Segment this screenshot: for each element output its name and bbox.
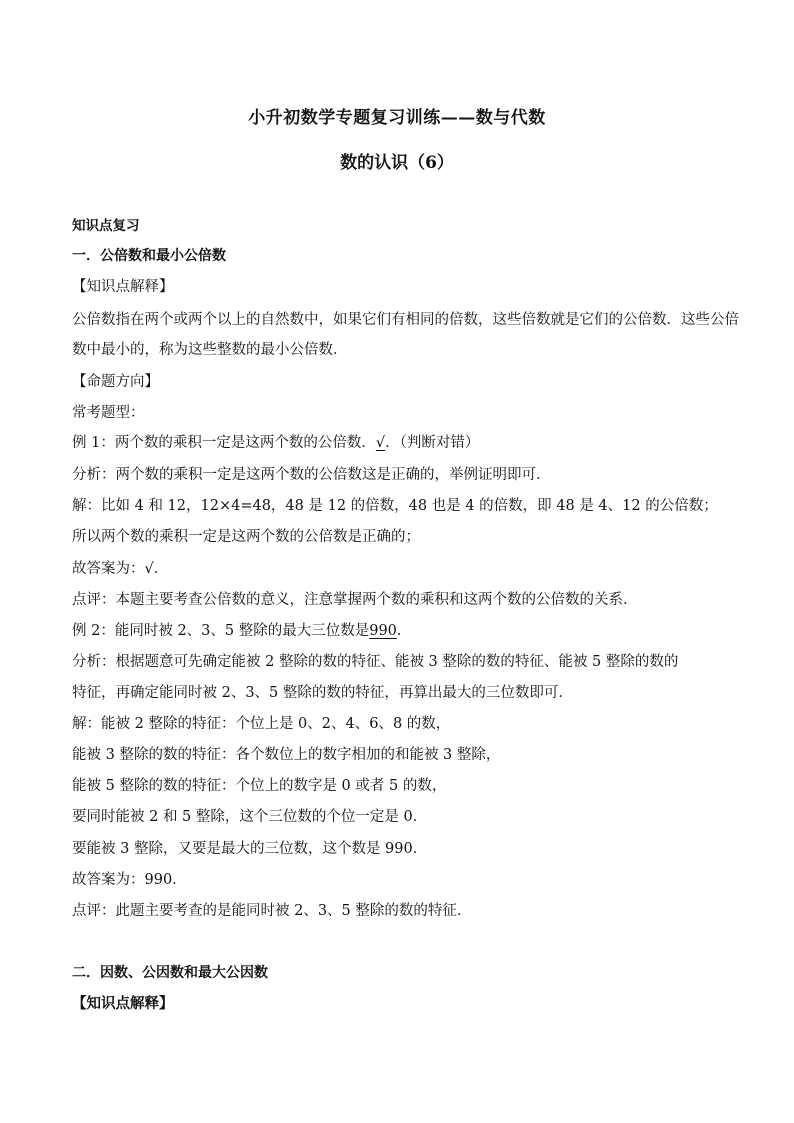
example1-text: 例 1：两个数的乘积一定是这两个数的公倍数． [72,435,376,451]
example2-analysis-line2: 特征，再确定能同时被 2、3、5 整除的数的特征，再算出最大的三位数即可． [72,685,573,701]
example2-analysis-line1: 分析：根据题意可先确定能被 2 整除的数的特征、能被 3 整除的数的特征、能被 5 整除的数的 [72,654,679,670]
part1-explain-label: 【知识点解释】 [72,279,174,295]
example1-answer-blank: √ [375,435,386,451]
example2-answer-line: 故答案为：990． [72,872,187,888]
example1-question [72,433,479,453]
part1-explain-line2: 数中最小的，称为这些整数的最小公倍数． [72,342,348,358]
part1-direction-label: 【命题方向】 [72,374,159,390]
example1-comment: 点评：本题主要考查公倍数的意义，注意掌握两个数的乘积和这两个数的公倍数的关系． [72,592,638,608]
part1-explain-line1: 公倍数指在两个或两个以上的自然数中，如果它们有相同的倍数，这些倍数就是它们的公倍数．这些公倍 [72,312,739,328]
part1-common-type: 常考题型： [72,405,145,421]
example1-tail: ．（判断对错） [385,435,480,451]
section-review-label: 知识点复习 [72,218,140,234]
example2-solution-line3: 能被 5 整除的数的特征：个位上的数字是 0 或者 5 的数， [72,778,447,794]
example2-tail: ． [396,623,412,639]
document-title: 小升初数学专题复习训练——数与代数 [248,108,546,128]
example2-solution-line5: 要能被 3 整除，又要是最大的三位数，这个数是 990． [72,841,428,857]
example1-solution-line2: 所以两个数的乘积一定是这两个数的公倍数是正确的； [72,529,420,545]
example2-solution-line2: 能被 3 整除的数的特征：各个数位上的数字相加的和能被 3 整除， [72,747,501,763]
example2-answer-blank: 990 [369,623,397,639]
part2-heading: 二．因数、公因数和最大公因数 [72,965,268,981]
example2-question [72,621,411,641]
part2-explain-label: 【知识点解释】 [72,995,174,1012]
part1-heading: 一．公倍数和最小公倍数 [72,248,226,264]
example1-analysis: 分析：两个数的乘积一定是这两个数的公倍数这是正确的，举例证明即可． [72,467,551,483]
document-subtitle: 数的认识（6） [340,153,454,173]
example2-comment: 点评：此题主要考查的是能同时被 2、3、5 整除的数的特征． [72,903,472,919]
example1-answer-line: 故答案为：√． [72,561,169,577]
example2-solution-line4: 要同时能被 2 和 5 整除，这个三位数的个位一定是 0． [72,809,428,825]
example1-solution-line1: 解：比如 4 和 12，12×4=48，48 是 12 的倍数，48 也是 4 的倍数，即 48 是 4、12 的公倍数； [72,498,718,514]
example2-text: 例 2：能同时被 2、3、5 整除的最大三位数是 [72,623,370,639]
example2-solution-line1: 解：能被 2 整除的特征：个位上是 0、2、4、6、8 的数， [72,716,451,732]
